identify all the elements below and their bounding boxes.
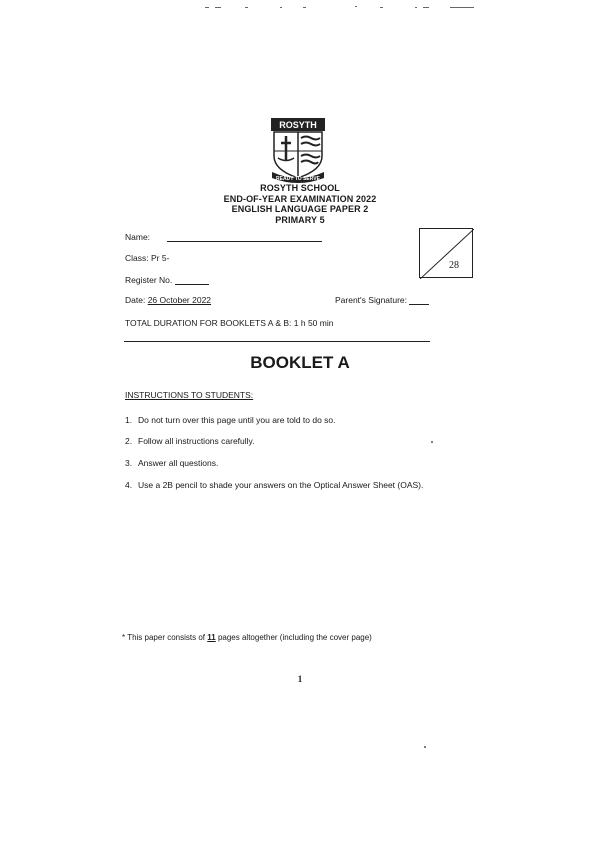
school-header: [0, 183, 600, 225]
instruction-number: 1.: [125, 415, 133, 425]
divider: [124, 341, 430, 342]
scan-speck: [424, 746, 426, 748]
crest-motto-text: READY TO SERVE: [276, 176, 320, 182]
register-field: [125, 275, 209, 285]
register-line[interactable]: [175, 284, 209, 285]
instruction-item: [125, 458, 218, 468]
page-number: 1: [297, 674, 303, 684]
score-total: 28: [449, 260, 459, 271]
page-count-note: [122, 633, 372, 642]
level-title: PRIMARY 5: [275, 214, 325, 225]
date-label: Date:: [125, 295, 146, 305]
school-crest-logo: [268, 118, 328, 184]
duration-text: TOTAL DURATION FOR BOOKLETS A & B: 1 h 50 min: [125, 318, 334, 328]
parent-signature-label: Parent's Signature:: [335, 295, 408, 305]
instruction-item: [125, 436, 255, 446]
page-count-value: 11: [207, 633, 216, 642]
instruction-number: 3.: [125, 458, 133, 468]
class-field: [125, 253, 169, 263]
instructions-title: INSTRUCTIONS TO STUDENTS:: [125, 390, 254, 400]
instruction-number: 2.: [125, 436, 133, 446]
scan-artifact-marks: [205, 4, 475, 10]
booklet-title: BOOKLET A: [250, 353, 350, 372]
register-label: Register No.: [125, 275, 173, 285]
class-value: Pr 5-: [151, 253, 170, 263]
name-label: Name:: [125, 232, 151, 242]
name-line[interactable]: [167, 241, 322, 242]
instruction-text: Follow all instructions carefully.: [138, 436, 255, 446]
page-count-suffix: pages altogether (including the cover page): [217, 633, 372, 642]
scan-speck: [431, 441, 433, 443]
score-box: [419, 228, 473, 278]
instruction-text: Answer all questions.: [138, 458, 219, 468]
page-count-prefix: * This paper consists of: [122, 633, 206, 642]
date-value: 26 October 2022: [147, 295, 212, 305]
instruction-text: Use a 2B pencil to shade your answers on the Optical Answer Sheet (OAS).: [138, 480, 424, 490]
crest-title-text: ROSYTH: [279, 120, 317, 130]
paper-title: ENGLISH LANGUAGE PAPER 2: [231, 204, 369, 214]
class-label: Class:: [125, 253, 149, 263]
instruction-item: [125, 480, 423, 490]
instruction-text: Do not turn over this page until you are told to do so.: [138, 415, 336, 425]
parent-signature-field: [335, 295, 429, 305]
school-name: ROSYTH SCHOOL: [260, 183, 340, 193]
parent-signature-line[interactable]: [409, 304, 429, 305]
score-box-diagonal: [420, 229, 474, 279]
name-field: [125, 232, 322, 242]
instruction-item: [125, 415, 336, 425]
instruction-number: 4.: [125, 480, 133, 490]
exam-title: END-OF-YEAR EXAMINATION 2022: [223, 193, 377, 204]
date-field: [125, 295, 211, 305]
